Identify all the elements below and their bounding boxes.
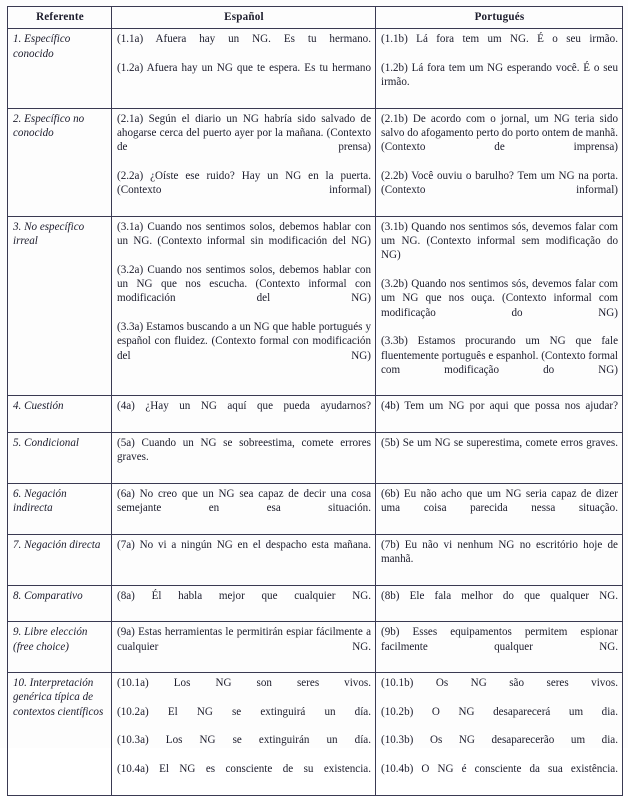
example-sentence: (1.2b) Lá fora tem um NG esperando você. É o seu irmão. xyxy=(381,61,618,89)
portuguese-examples xyxy=(376,108,623,216)
portuguese-examples xyxy=(376,622,623,673)
portuguese-examples xyxy=(376,673,623,795)
example-sentence: (9b) Esses equipamentos permitem espionar facilmente qualquer NG. xyxy=(381,626,618,653)
example-sentence: (2.2a) ¿Oíste ese ruido? Hay un NG en la puerta. (Contexto informal) xyxy=(117,169,371,197)
example-sentence: (2.1b) De acordo com o jornal, um NG teria sido salvo do afogamento perto do porto ontem de manhã. (Contexto de imprensa) xyxy=(381,112,618,154)
spanish-examples xyxy=(112,673,376,795)
example-sentence: (9a) Estas herramientas le permitirán espiar fácilmente a cualquier NG. xyxy=(117,626,371,653)
referent-examples-table xyxy=(7,6,623,796)
referent-label: 4. Cuestión xyxy=(8,396,112,433)
portuguese-examples xyxy=(376,483,623,534)
portuguese-examples xyxy=(376,396,623,433)
table-header xyxy=(8,7,623,29)
spanish-examples xyxy=(112,108,376,216)
spanish-examples xyxy=(112,585,376,622)
example-sentence: (1.2a) Afuera hay un NG que te espera. Es tu hermano xyxy=(117,61,371,74)
spanish-examples xyxy=(112,622,376,673)
example-sentence: (7b) Eu não vi nenhum NG no escritório hoje de manhã. xyxy=(381,538,618,566)
table-row xyxy=(8,396,623,433)
referent-label: 5. Condicional xyxy=(8,433,112,484)
table-row xyxy=(8,216,623,396)
example-sentence: (2.1a) Según el diario un NG habría sido salvado de ahogarse cerca del puerto ayer por la mañana. (Contexto de prensa) xyxy=(117,112,371,154)
example-sentence: (8a) Él habla mejor que cualquier NG. xyxy=(117,589,371,602)
example-sentence: (4b) Tem um NG por aqui que possa nos ajudar? xyxy=(381,400,618,413)
example-sentence: (10.3a) Los NG se extinguirán un día. xyxy=(117,734,371,747)
column-header-spanish: Español xyxy=(112,7,376,29)
table-row xyxy=(8,483,623,534)
example-sentence: (5b) Se um NG se superestima, comete erros graves. xyxy=(381,437,618,450)
table-row xyxy=(8,29,623,108)
spanish-examples xyxy=(112,483,376,534)
spanish-examples xyxy=(112,534,376,585)
example-sentence: (3.2a) Cuando nos sentimos solos, debemos hablar con un NG que nos escucha. (Contexto informal con modificación del NG) xyxy=(117,263,371,305)
table-row xyxy=(8,433,623,484)
example-sentence: (2.2b) Você ouviu o barulho? Tem um NG na porta. (Contexto informal) xyxy=(381,169,618,197)
referent-label: 7. Negación directa xyxy=(8,534,112,585)
portuguese-examples xyxy=(376,585,623,622)
table-body xyxy=(8,29,623,795)
referent-label: 6. Negación indirecta xyxy=(8,483,112,534)
referent-label: 3. No específico irreal xyxy=(8,216,112,396)
example-sentence: (3.1a) Cuando nos sentimos solos, debemos hablar con un NG. (Contexto informal sin modificación del NG) xyxy=(117,220,371,248)
example-sentence: (10.4b) O NG é consciente da sua existência. xyxy=(381,762,618,775)
spanish-examples xyxy=(112,29,376,108)
example-sentence: (8b) Ele fala melhor do que qualquer NG. xyxy=(381,589,618,602)
example-sentence: (1.1b) Lá fora tem um NG. É o seu irmão. xyxy=(381,33,618,46)
table-row xyxy=(8,585,623,622)
portuguese-examples xyxy=(376,29,623,108)
portuguese-examples xyxy=(376,534,623,585)
table-row xyxy=(8,622,623,673)
example-sentence: (7a) No vi a ningún NG en el despacho esta mañana. xyxy=(117,538,371,551)
referent-label: 8. Comparativo xyxy=(8,585,112,622)
example-sentence: (10.4a) El NG es consciente de su existencia. xyxy=(117,762,371,775)
example-sentence: (3.3b) Estamos procurando um NG que fale fluentemente português e espanhol. (Contexto formal com modificação do NG) xyxy=(381,335,618,376)
example-sentence: (10.3b) Os NG desaparecerão um dia. xyxy=(381,734,618,747)
spanish-examples xyxy=(112,433,376,484)
example-sentence: (10.1b) Os NG são seres vivos. xyxy=(381,677,618,690)
example-sentence: (3.2b) Quando nos sentimos sós, devemos falar com um NG que nos ouça. (Contexto informal com modificação do NG) xyxy=(381,278,618,319)
spanish-examples xyxy=(112,216,376,396)
table-row xyxy=(8,534,623,585)
example-sentence: (4a) ¿Hay un NG aquí que pueda ayudarnos? xyxy=(117,400,371,413)
header-row xyxy=(8,7,623,29)
example-sentence: (6a) No creo que un NG sea capaz de decir una cosa semejante en esa situación. xyxy=(117,487,371,515)
example-sentence: (3.1b) Quando nos sentimos sós, devemos falar com um NG. (Contexto informal sem modificação do NG) xyxy=(381,220,618,262)
example-sentence: (10.2b) O NG desaparecerá um dia. xyxy=(381,705,618,718)
column-header-portuguese: Portugués xyxy=(376,7,623,29)
referent-label: 9. Libre elección (free choice) xyxy=(8,622,112,673)
table-row xyxy=(8,673,623,795)
example-sentence: (5a) Cuando un NG se sobreestima, comete errores graves. xyxy=(117,437,371,464)
example-sentence: (6b) Eu não acho que um NG seria capaz de dizer uma coisa parecida nessa situação. xyxy=(381,487,618,515)
referent-label: 10. Interpretación genérica típica de contextos científicos xyxy=(8,673,112,795)
example-sentence: (3.3a) Estamos buscando a un NG que hable portugués y español con fluidez. (Contexto formal con modificación del NG) xyxy=(117,320,371,362)
referent-label: 1. Específico conocido xyxy=(8,29,112,108)
portuguese-examples xyxy=(376,433,623,484)
column-header-referent: Referente xyxy=(8,7,112,29)
portuguese-examples xyxy=(376,216,623,396)
example-sentence: (10.1a) Los NG son seres vivos. xyxy=(117,677,371,690)
example-sentence: (1.1a) Afuera hay un NG. Es tu hermano. xyxy=(117,33,371,46)
table-row xyxy=(8,108,623,216)
referent-label: 2. Específico no conocido xyxy=(8,108,112,216)
spanish-examples xyxy=(112,396,376,433)
example-sentence: (10.2a) El NG se extinguirá un día. xyxy=(117,705,371,718)
